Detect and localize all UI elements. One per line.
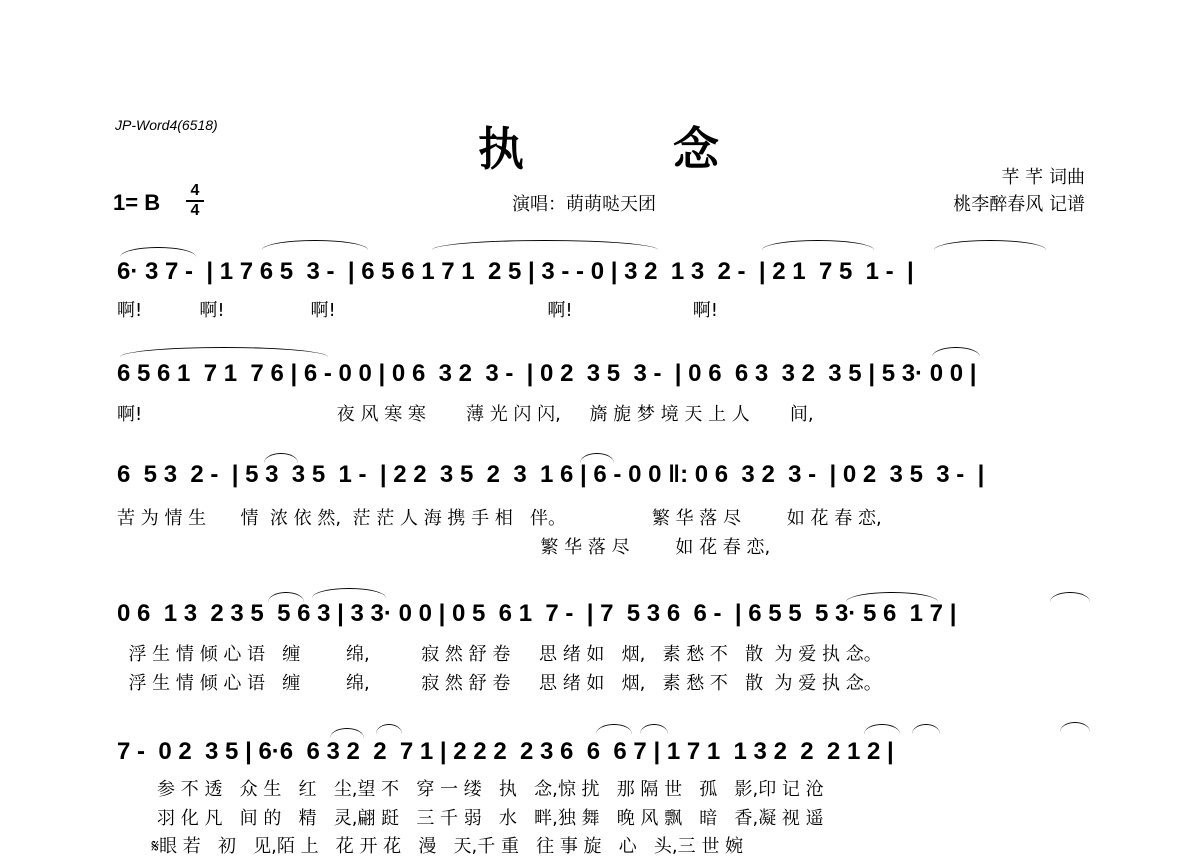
notation-row-1: 6· 3 7 - | 1 7 6 5 3 - | 6 5 6 1 7 1 2 5 | 3 - - 0 | 3 2 1 3 2 - | 2 1 7 5 1 - |: [117, 258, 914, 285]
song-title-char-2: 念: [673, 122, 719, 176]
lyrics-row-2-verse-1: 啊! 夜 风 寒 寒 薄 光 闪 闪, 旖 旎 梦 境 天 上 人 间,: [117, 404, 814, 425]
lyricist-credit: 芊 芊 词曲: [1001, 167, 1085, 188]
key-signature: 1= B: [113, 190, 161, 215]
song-title-char-1: 执: [478, 122, 524, 176]
notation-row-2: 6 5 6 1 7 1 7 6 | 6 - 0 0 | 0 6 3 2 3 - | 0 2 3 5 3 - | 0 6 6 3 3 2 3 5 | 5 3· 0 0 |: [117, 360, 977, 387]
lyrics-row-5-verse-3: 𝄋眼 若 初 见,陌 上 花 开 花 漫 天,千 重 往 事 旋 心 头,三 世 婉: [117, 836, 744, 857]
lyrics-row-5-verse-2: 羽 化 凡 间 的 精 灵,翩 跹 三 千 弱 水 畔,独 舞 晚 风 飘 暗 香,凝 视 遥: [117, 808, 824, 829]
singer-credit: 演唱：萌萌哒天团: [512, 194, 656, 215]
lyrics-row-3-verse-2: 繁 华 落 尽 如 花 春 恋,: [117, 537, 771, 558]
lyrics-row-3-verse-1: 苦 为 情 生 情 浓 依 然, 茫 茫 人 海 携 手 相 伴。 繁 华 落 尽 如 花 春 恋,: [117, 508, 882, 529]
notation-row-5: 7 - 0 2 3 5 | 6·6 6 3 2 2 7 1 | 2 2 2 2 3 6 6 6 7 | 1 7 1 1 3 2 2 2 1 2 |: [117, 738, 894, 765]
software-watermark: JP-Word4(6518): [115, 117, 218, 133]
time-signature-top: 4: [190, 182, 200, 199]
time-signature: [186, 184, 204, 218]
lyrics-row-1-verse-1: 啊! 啊! 啊! 啊! 啊!: [117, 300, 718, 321]
time-signature-bottom: 4: [190, 202, 200, 219]
lyrics-row-5-verse-1: 参 不 透 众 生 红 尘,望 不 穿 一 缕 执 念,惊 扰 那 隔 世 孤 影,印 记 沧: [117, 779, 824, 800]
lyrics-row-4-verse-2: 浮 生 情 倾 心 语 缠 绵, 寂 然 舒 卷 思 绪 如 烟, 素 愁 不 散 为 爱 执 念。: [117, 673, 882, 694]
notation-row-3: 6 5 3 2 - | 5 3 3 5 1 - | 2 2 3 5 2 3 1 6 | 6 - 0 0 ‖: 0 6 3 2 3 - | 0 2 3 5 3 - |: [117, 461, 985, 488]
transcriber-credit: 桃李醉春风 记谱: [953, 194, 1085, 215]
lyrics-row-4-verse-1: 浮 生 情 倾 心 语 缠 绵, 寂 然 舒 卷 思 绪 如 烟, 素 愁 不 散 为 爱 执 念。: [117, 644, 882, 665]
notation-row-4: 0 6 1 3 2 3 5 5 6 3 | 3 3· 0 0 | 0 5 6 1 7 - | 7 5 3 6 6 - | 6 5 5 5 3· 5 6 1 7 |: [117, 600, 957, 627]
